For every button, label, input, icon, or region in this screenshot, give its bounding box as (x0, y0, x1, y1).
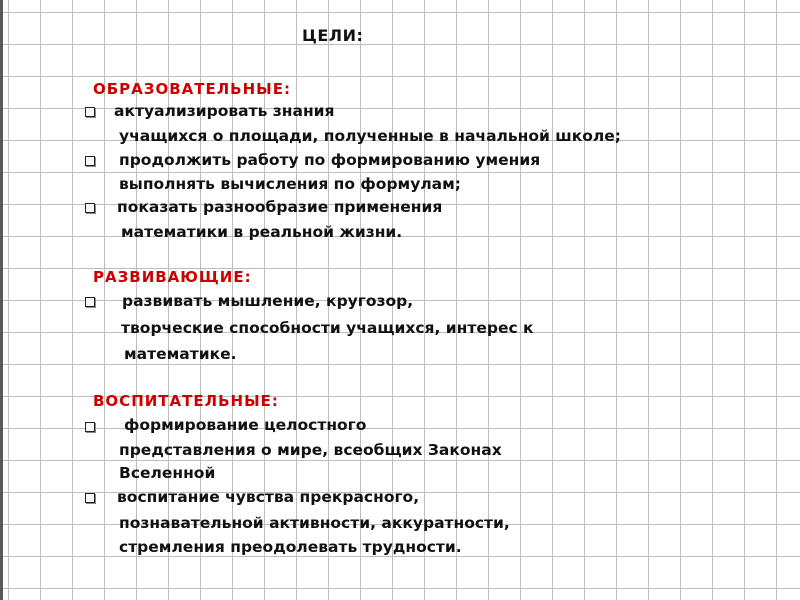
list-item-line: показать разнообразие применения (117, 198, 443, 216)
list-item-line: выполнять вычисления по формулам; (119, 175, 462, 193)
heading-developing: РАЗВИВАЮЩИЕ: (93, 268, 252, 286)
checkbox-bullet-icon (85, 107, 95, 117)
list-item-line: математики в реальной жизни. (121, 223, 403, 241)
list-item-line: творческие способности учащихся, интерес к (121, 319, 534, 337)
list-item-line: актуализировать знания (114, 102, 335, 120)
heading-educational: ОБРАЗОВАТЕЛЬНЫЕ: (93, 80, 291, 98)
checkbox-bullet-icon (85, 156, 95, 166)
list-item-line: воспитание чувства прекрасного, (117, 488, 420, 506)
page-title: ЦЕЛИ: (302, 26, 364, 45)
heading-upbringing: ВОСПИТАТЕЛЬНЫЕ: (93, 392, 279, 410)
checkbox-bullet-icon (85, 297, 95, 307)
checkbox-bullet-icon (85, 493, 95, 503)
list-item-line: Вселенной (119, 464, 216, 482)
list-item-line: представления о мире, всеобщих Законах (119, 441, 502, 459)
list-item-line: продолжить работу по формированию умения (119, 151, 541, 169)
list-item-line: стремления преодолевать трудности. (119, 538, 462, 556)
list-item-line: формирование целостного (124, 416, 367, 434)
list-item-line: развивать мышление, кругозор, (122, 292, 414, 310)
list-item-line: учащихся о площади, полученные в начальной школе; (119, 127, 621, 145)
list-item-line: познавательной активности, аккуратности, (119, 514, 510, 532)
checkbox-bullet-icon (85, 203, 95, 213)
list-item-line: математике. (124, 345, 237, 363)
checkbox-bullet-icon (85, 422, 95, 432)
